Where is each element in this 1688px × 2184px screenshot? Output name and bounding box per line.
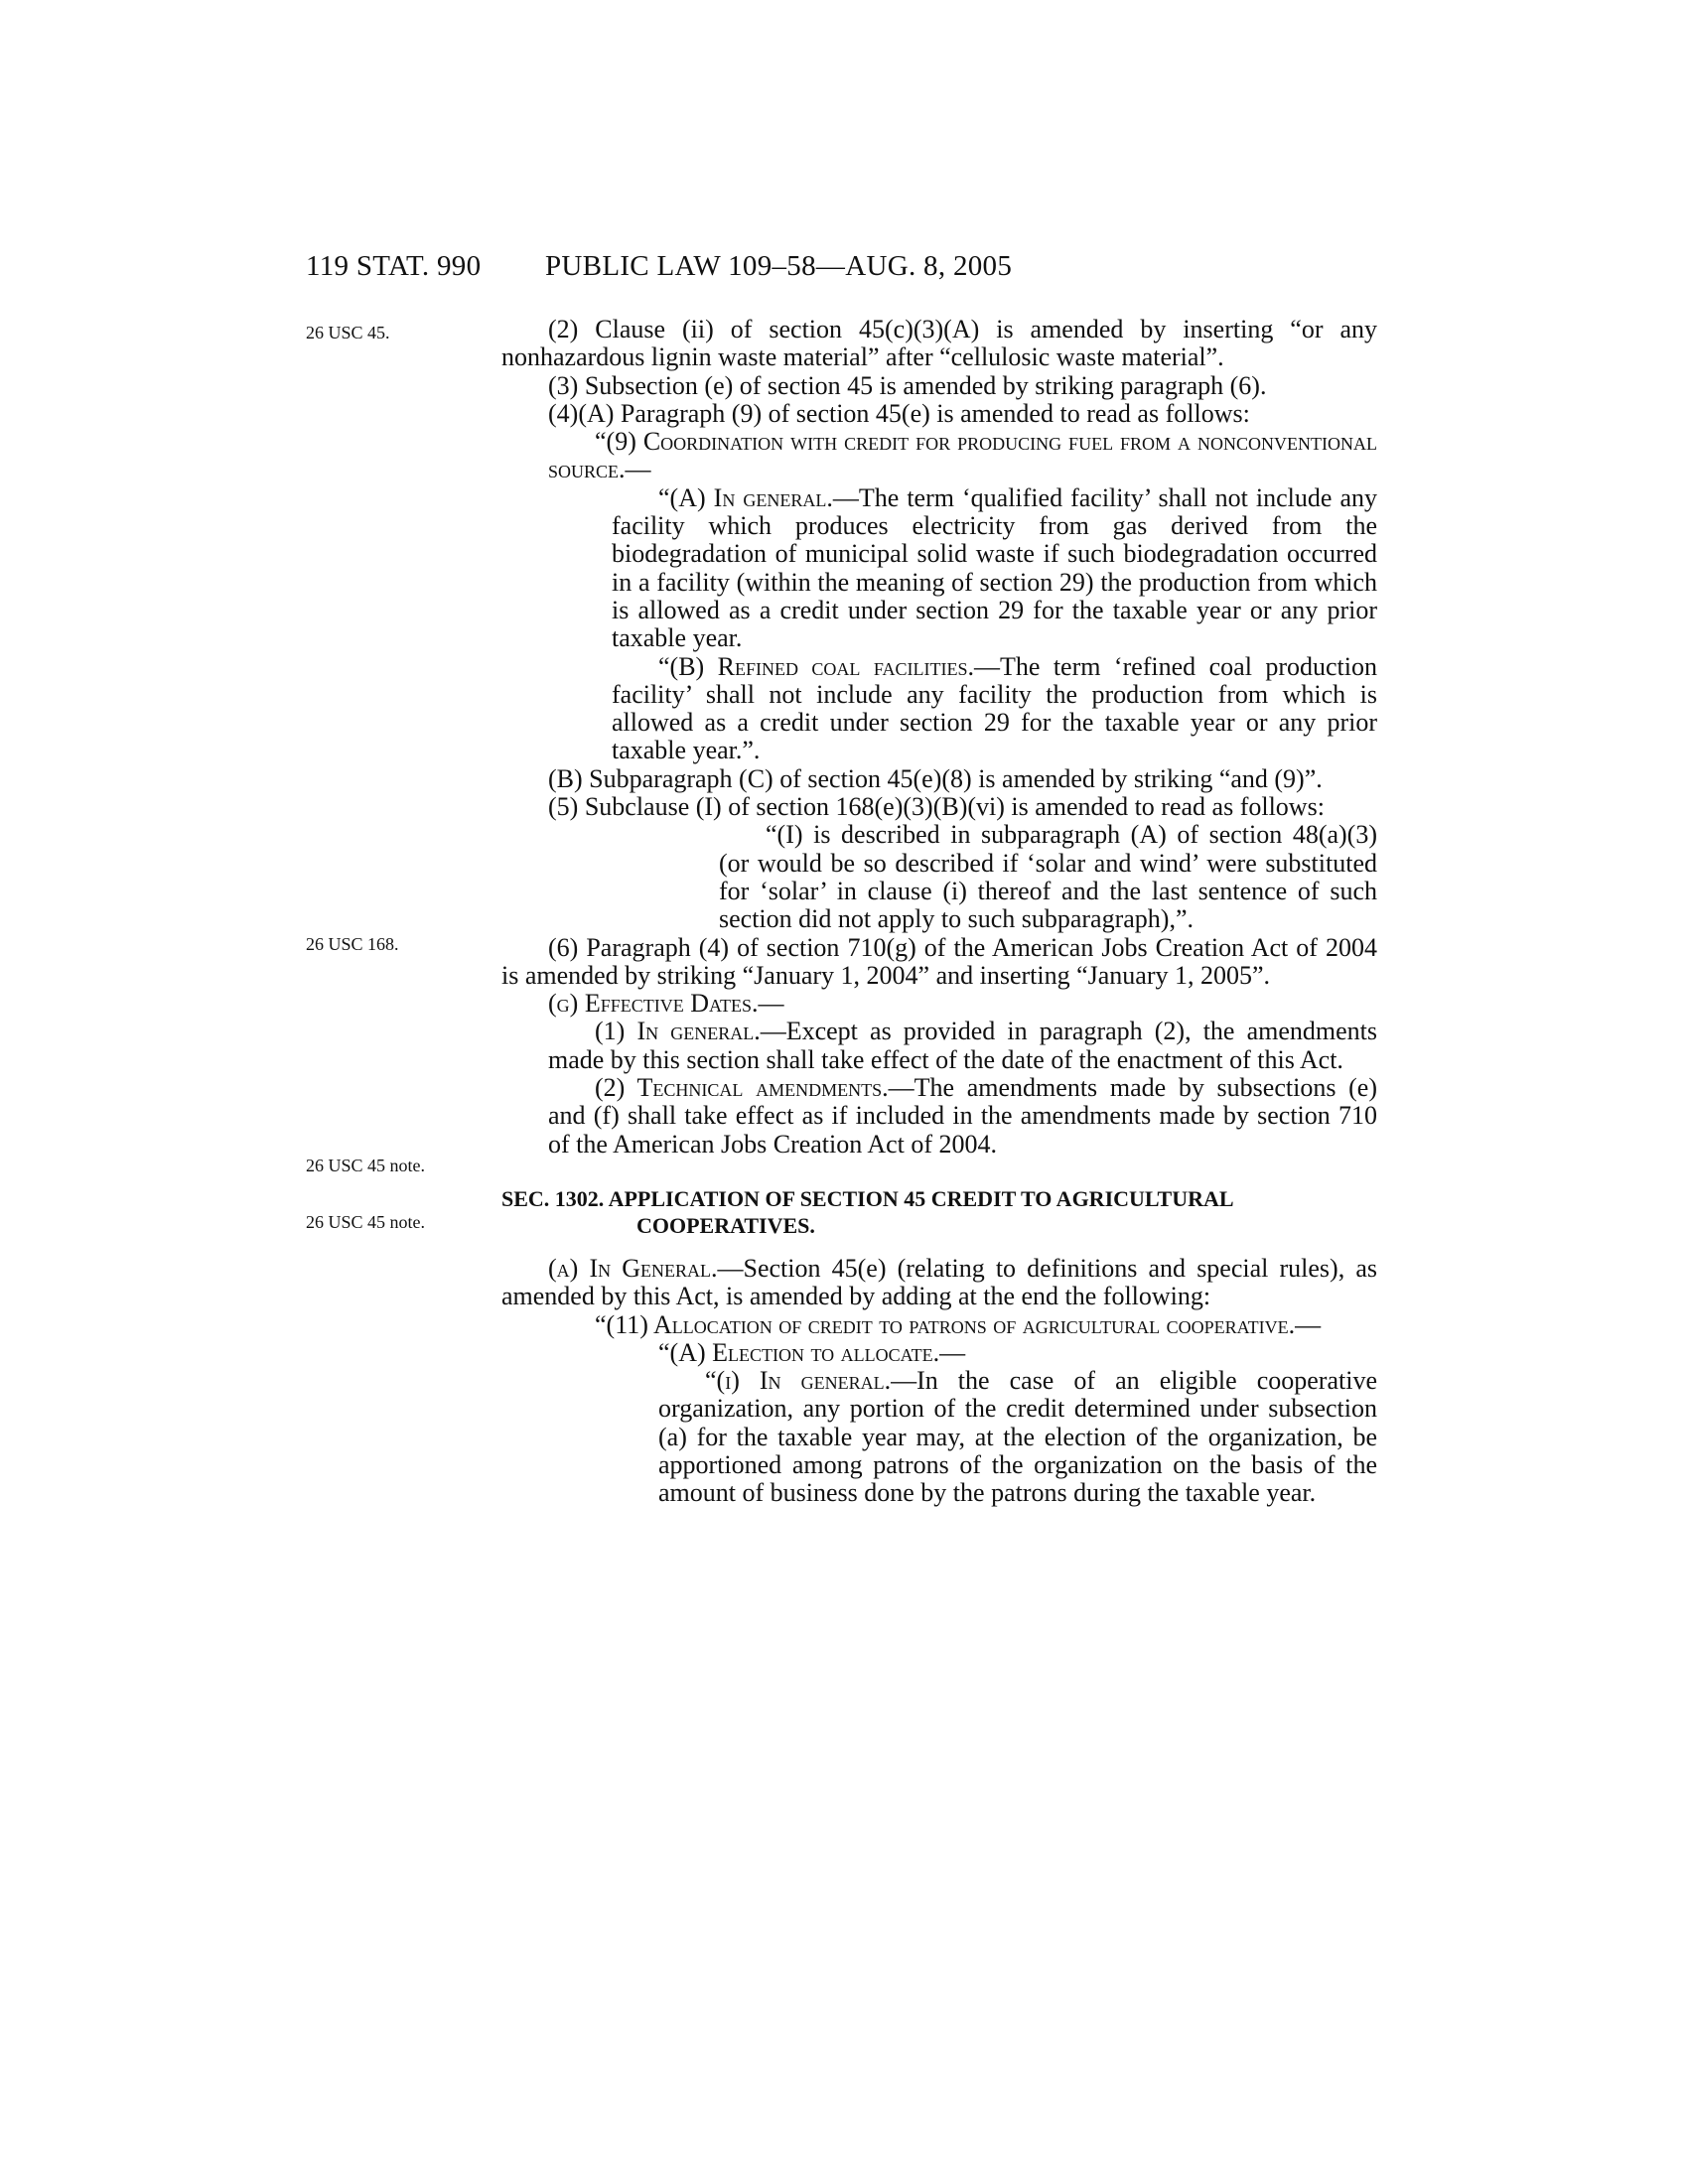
section-heading-line-1: SEC. 1302. APPLICATION OF SECTION 45 CREDIT TO AGRICULTURAL <box>501 1185 1234 1211</box>
paragraph-g1-text: —Except as provided in paragraph (2), the amendments made by this section shall take effect of the date of the enactment of this Act. <box>548 1017 1377 1074</box>
margin-note-usc-45: 26 USC 45. <box>306 323 390 342</box>
section-1302-heading <box>501 1185 1377 1239</box>
margin-note-usc-168: 26 USC 168. <box>306 934 399 954</box>
paragraph-2: (2) Clause (ii) of section 45(c)(3)(A) is amended by inserting “or any nonhazardous lignin waste material” after “cellulosic waste material”. <box>501 315 1377 372</box>
clause-i-heading: “(i) In general. <box>705 1366 892 1396</box>
paragraph-g1 <box>548 1018 1377 1074</box>
paragraph-g2-heading: (2) Technical amendments. <box>595 1073 889 1103</box>
clause-i <box>658 1367 1377 1507</box>
paragraph-g2-text: —The amendments made by subsections (e) and (f) shall take effect as if included in the amendments made by section 710 of the American Jobs Creation Act of 2004. <box>548 1073 1377 1159</box>
statute-page-number: 119 STAT. 990 <box>306 250 482 282</box>
subsection-g-heading: (g) Effective Dates.— <box>548 989 784 1019</box>
paragraph-4a: (4)(A) Paragraph (9) of section 45(e) is amended to read as follows: <box>548 398 1250 428</box>
subparagraph-a-heading: “(A) In general. <box>658 482 833 512</box>
paragraph-g2 <box>548 1074 1377 1159</box>
margin-note-usc-45-note-1: 26 USC 45 note. <box>306 1156 426 1175</box>
paragraph-11-heading: “(11) Allocation of credit to patrons of agricultural cooperative.— <box>595 1309 1322 1339</box>
subsection-a-text: —Section 45(e) (relating to definitions and special rules), as amended by this Act, is amended by adding at the end the following: <box>501 1253 1377 1311</box>
paragraph-4b: (B) Subparagraph (C) of section 45(e)(8) is amended by striking “and (9)”. <box>548 763 1323 793</box>
margin-note-usc-45-note-2: 26 USC 45 note. <box>306 1212 426 1232</box>
paragraph-3: (3) Subsection (e) of section 45 is amended by striking paragraph (6). <box>548 370 1267 400</box>
paragraph-g1-heading: (1) In general. <box>595 1017 761 1046</box>
clause-i-text: —In the case of an eligible cooperative organization, any portion of the credit determined under subsection (a) for the taxable year may, at the election of the organization, be apportioned among patrons of the organization on the basis of the amount of business done by the patrons during the taxable year. <box>658 1366 1377 1508</box>
paragraph-5: (5) Subclause (I) of section 168(e)(3)(B)(vi) is amended to read as follows: <box>548 792 1325 822</box>
paragraph-6: (6) Paragraph (4) of section 710(g) of the American Jobs Creation Act of 2004 is amended by striking “January 1, 2004” and inserting “January 1, 2005”. <box>501 932 1377 990</box>
subsection-a <box>501 1255 1377 1311</box>
paragraph-9-heading: “(9) Coordination with credit for producing fuel from a nonconventional source.— <box>548 427 1377 484</box>
subparagraph-b-text: —The term ‘refined coal production facility’ shall not include any facility the production from which is allowed as a credit under section 29 for the taxable year or any prior taxable year.”. <box>612 651 1377 765</box>
subparagraph-a-text: —The term ‘qualified facility’ shall not include any facility which produces electricity from gas derived from the biodegradation of municipal solid waste if such biodegradation occurred in a facility (within the meaning of section 29) the production from which is allowed as a credit under section 29 for the taxable year or any prior taxable year. <box>612 482 1377 653</box>
document-body <box>501 316 1377 1508</box>
subparagraph-b-heading: “(B) Refined coal facilities. <box>658 651 974 681</box>
section-heading-line-2: COOPERATIVES. <box>636 1212 815 1238</box>
subclause-i: “(I) is described in subparagraph (A) of section 48(a)(3) (or would be so described if ‘solar and wind’ were substituted for ‘solar’ in clause (i) thereof and the last sentence of such section did not apply to such subparagraph),”. <box>719 820 1377 934</box>
running-header: PUBLIC LAW 109–58—AUG. 8, 2005 <box>545 250 1013 282</box>
subparagraph-a2-heading: “(A) Election to allocate.— <box>658 1337 966 1367</box>
subsection-a-heading: (a) In General. <box>548 1253 718 1283</box>
subparagraph-b <box>612 653 1377 765</box>
subparagraph-a <box>612 484 1377 653</box>
